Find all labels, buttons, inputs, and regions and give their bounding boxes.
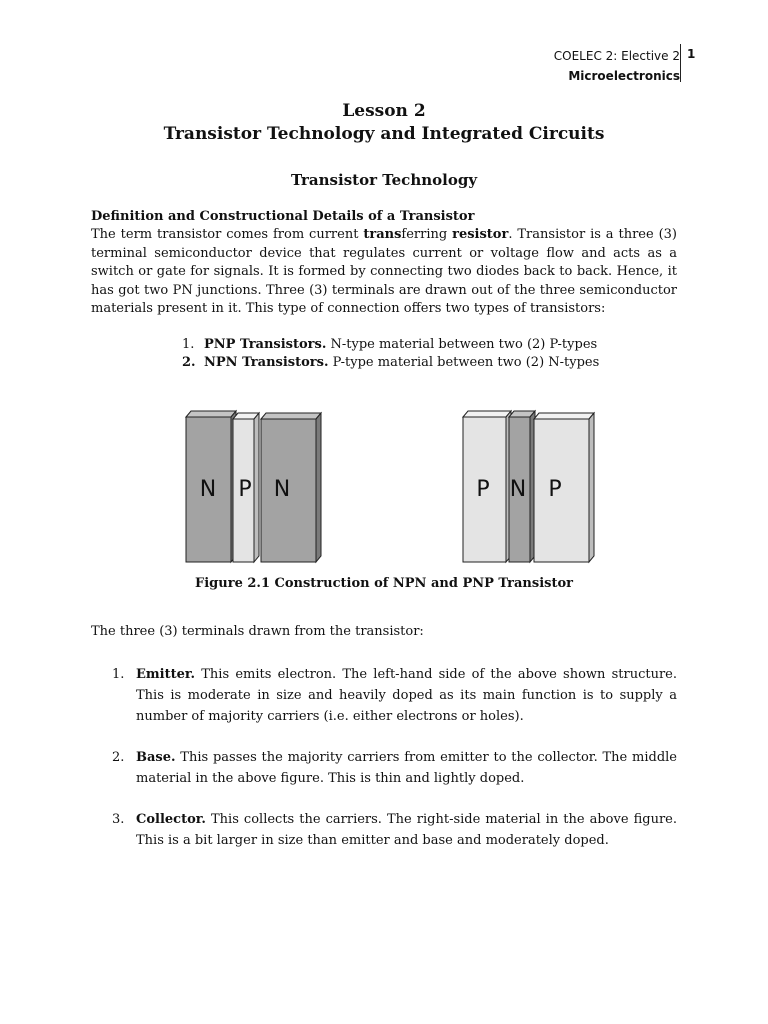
para-end: . Transistor is a three (3) terminal semiconductor device that regulates current or voltage flow and acts as a switch or gate for signals. It is formed by connecting two diodes back to back. Hence, it has got two PN junctions. Three (3) terminals are drawn out of the three semiconductor materials present in it. This type of connection offers two types of transistors: [91,227,677,316]
terminal-name: Base. [136,750,176,765]
list-item [112,747,677,789]
terminal-name: Emitter. [136,667,196,682]
terminal-desc: This emits electron. The left-hand side of the above shown structure. This is moderate in size and heavily doped as its main function is to supply a number of majority carriers (i.e. either electrons or holes). [136,667,677,724]
terminal-list [112,664,677,871]
list-number: 2. [182,355,196,370]
npn-label-emitter: N [199,477,217,502]
npn-label-collector: N [273,477,291,502]
npn-block-right [261,413,321,562]
list-item [182,336,599,354]
transistor-type-list [182,336,599,372]
lesson-label: Lesson 2 [342,101,426,121]
para-emph-resistor: resistor [452,227,509,242]
block-side [589,413,594,562]
block-side [316,413,321,562]
list-desc: P-type material between two (2) N-types [328,355,600,370]
definition-heading: Definition and Constructional Details of a Transistor [91,209,475,224]
list-number: 1. [112,667,125,682]
terminal-name: Collector. [136,812,206,827]
block-top [534,413,594,419]
block-top [463,411,511,417]
pnp-structure [463,411,594,562]
lesson-title: Transistor Technology and Integrated Circuits [163,124,605,144]
transistor-figure [0,400,768,570]
list-number: 2. [112,750,125,765]
block-top [186,411,236,417]
list-term: PNP Transistors. [204,337,327,352]
pnp-block-right [534,413,594,562]
list-item [112,809,677,851]
terminal-desc: This passes the majority carriers from emitter to the collector. The middle material in the above figure. This is thin and lightly doped. [136,750,677,786]
npn-label-base: P [238,477,252,502]
pnp-label-collector: P [548,477,562,502]
terminals-intro: The three (3) terminals drawn from the transistor: [91,624,424,639]
pnp-label-emitter: P [476,477,490,502]
para-mid: ferring [401,227,453,242]
block-top [261,413,321,419]
list-item [182,354,599,372]
figure-caption: Figure 2.1 Construction of NPN and PNP Transistor [195,576,573,591]
section-title: Transistor Technology [290,171,478,189]
list-number: 1. [182,337,195,352]
list-term: NPN Transistors. [204,355,329,370]
terminal-desc: This collects the carriers. The right-side material in the above figure. This is a bit larger in size than emitter and base and moderately doped. [136,812,677,848]
list-desc: N-type material between two (2) P-types [326,337,598,352]
definition-paragraph [91,226,677,319]
list-item [112,664,677,727]
header-divider [680,44,681,82]
header-course: COELEC 2: Elective 2 [553,49,680,63]
page-number: 1 [687,47,696,61]
block-side [254,413,259,562]
npn-structure [186,411,321,562]
para-start: The term transistor comes from current [91,227,364,242]
page-header [554,46,680,86]
header-subject: Microelectronics [568,69,680,83]
pnp-label-base: N [509,477,527,502]
para-emph-trans: trans [363,227,402,242]
list-number: 3. [112,812,125,827]
transistor-diagram [0,400,768,570]
